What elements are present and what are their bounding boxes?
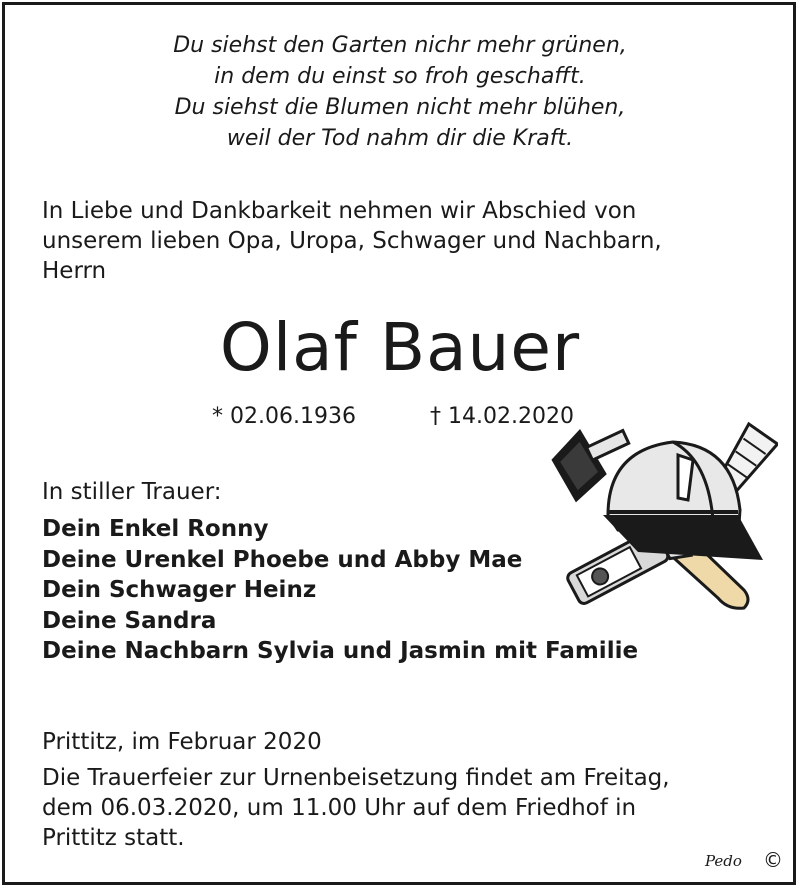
list-item: Dein Schwager Heinz	[42, 577, 317, 603]
deceased-name: Olaf Bauer	[219, 309, 581, 386]
death-date: † 14.02.2020	[430, 404, 574, 429]
list-item: Deine Nachbarn Sylvia und Jasmin mit Familie	[42, 638, 639, 664]
poem-line: weil der Tod nahm dir die Kraft.	[226, 126, 574, 151]
poem	[0, 30, 800, 154]
intro-line: unserem lieben Opa, Uropa, Schwager und Nachbarn,	[42, 228, 662, 254]
intro-line: Herrn	[42, 258, 107, 284]
poem-line: Du siehst den Garten nichr mehr grünen,	[173, 33, 627, 58]
designer-signature: Pedo	[705, 852, 742, 870]
list-item: Deine Sandra	[42, 607, 217, 634]
place-date: Prittitz, im Februar 2020	[42, 729, 322, 755]
mourners-list	[42, 514, 638, 667]
mourning-label: In stiller Trauer:	[42, 479, 222, 505]
service-line: Prittitz statt.	[42, 825, 185, 851]
copyright-symbol: ©	[763, 848, 783, 872]
service-info	[42, 763, 762, 853]
intro-text	[42, 196, 762, 286]
poem-line: in dem du einst so froh geschafft.	[214, 64, 586, 89]
poem-line: Du siehst die Blumen nicht mehr blühen,	[174, 95, 626, 120]
list-item: Dein Enkel Ronny	[42, 516, 269, 542]
service-line: Die Trauerfeier zur Urnenbeisetzung findet am Freitag,	[42, 765, 670, 791]
service-line: dem 06.03.2020, um 11.00 Uhr auf dem Friedhof in	[42, 795, 637, 821]
birth-date: * 02.06.1936	[212, 404, 356, 429]
intro-line: In Liebe und Dankbarkeit nehmen wir Abschied von	[42, 198, 637, 224]
list-item: Deine Urenkel Phoebe und Abby Mae	[42, 546, 523, 573]
